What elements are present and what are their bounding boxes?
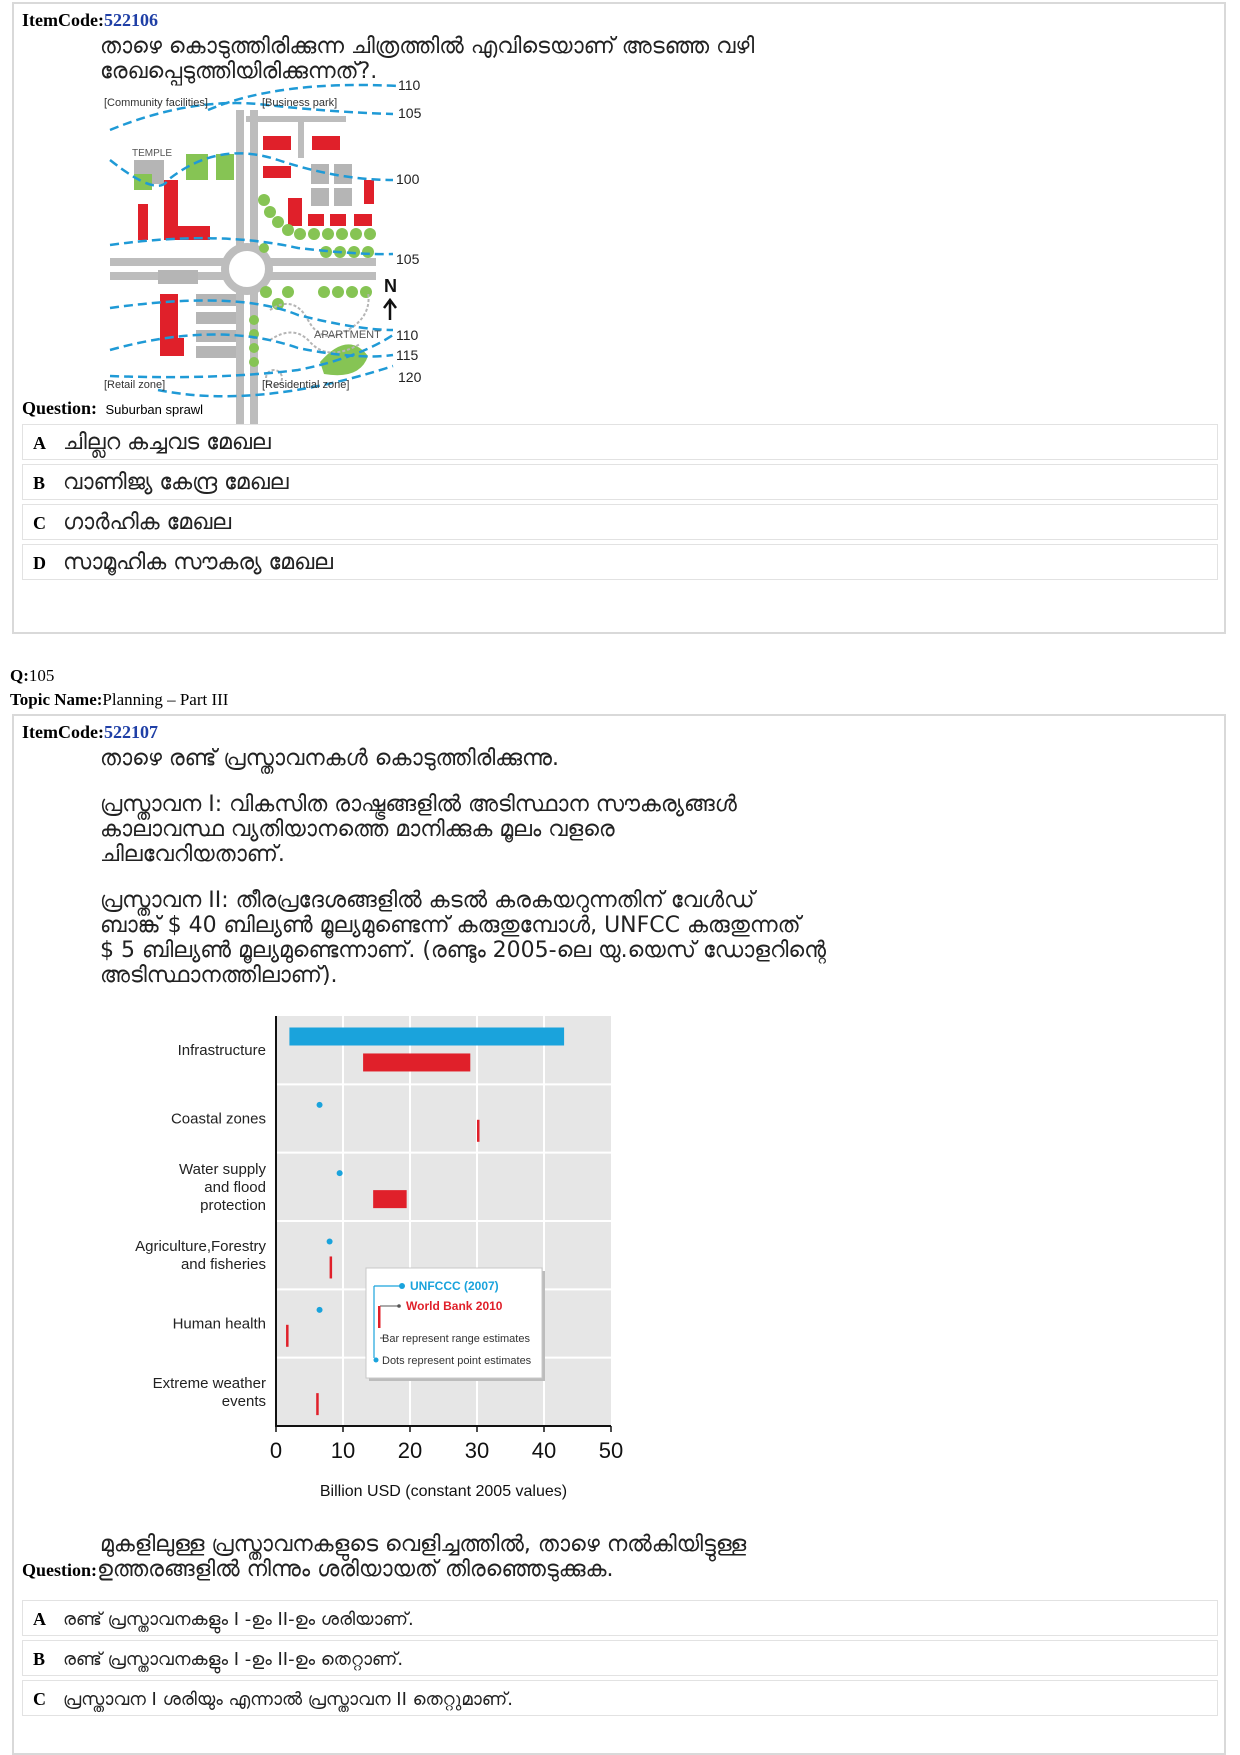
question-number [10,666,54,686]
option-letter: B [33,1649,46,1669]
statement-line: കാലാവസ്ഥ വ്യതിയാനത്തെ മാനിക്കുക മൂലം വളരെ [100,817,615,842]
x-tick-label: 50 [598,1438,624,1463]
legend-dot-worldbank [397,1304,401,1308]
question-line [22,398,203,419]
zone-label-community: [Community facilities] [104,97,208,109]
statement-intro [100,746,559,771]
option-c[interactable] [22,504,1218,540]
category-label: Infrastructure [177,1042,266,1060]
question-stem [100,34,754,84]
adaptation-cost-chart [74,1006,694,1506]
option-b[interactable] [22,1640,1218,1676]
option-text: സാമൂഹിക സൗകര്യ മേഖല [63,550,333,575]
category-label: and flood [204,1178,266,1196]
option-letter: C [33,513,46,533]
worldbank-bar [373,1190,407,1208]
option-letter: A [33,1609,46,1629]
north-label: N [384,276,397,296]
option-text: രണ്ട് പ്രസ്താവനകളും I -ഉം II-ഉം തെറ്റാണ്. [63,1649,404,1670]
category-label: and fisheries [180,1256,266,1274]
item-code [22,10,158,31]
question-label: Question: [22,398,98,418]
category-label: Water supply [179,1160,266,1178]
worldbank-bar [477,1120,480,1142]
x-tick-label: 20 [397,1438,423,1463]
contour-label: 110 [398,80,421,93]
unfccc-point [317,1307,323,1313]
contour-label: 105 [396,251,420,267]
option-b[interactable] [22,464,1218,500]
question-text: Suburban sprawl [105,402,204,417]
worldbank-bar [363,1053,470,1071]
category-label: Extreme weather [152,1374,266,1392]
x-axis-label: Billion USD (constant 2005 values) [319,1483,568,1500]
option-letter: D [33,553,46,573]
item-code-label: ItemCode: [22,10,104,30]
statement-line: ബാങ്ക് $ 40 ബില്യൺ മൂല്യമുണ്ടെന്ന് കരുതുമ്പോൾ, UNFCC കരുതുന്നത് [100,913,801,938]
x-tick-label: 30 [464,1438,490,1463]
option-text: ഗാർഹിക മേഖല [63,510,232,535]
apartment-label: APARTMENT [314,329,381,341]
post-chart-text: മുകളിലുള്ള പ്രസ്താവനകളുടെ വെളിച്ചത്തിൽ, താഴെ നൽകിയിട്ടുള്ള [100,1532,747,1557]
item-code-value: 522107 [103,722,158,742]
option-letter: B [33,473,46,493]
q-label: Q: [10,666,29,685]
question-label: Question: [22,1560,98,1580]
contour-label: 100 [396,171,420,187]
stem-line: രേഖപ്പെടുത്തിയിരിക്കുന്നത്?. [100,59,378,84]
contour-label: 105 [398,105,422,121]
legend-note-point: Dots represent point estimates [382,1355,532,1367]
worldbank-bar [316,1393,319,1415]
statement-1 [100,792,737,867]
unfccc-point [327,1239,333,1245]
suburban-sprawl-map [98,80,478,450]
stem-line: താഴെ കൊടുത്തിരിക്കുന്ന ചിത്രത്തിൽ എവിടെയാണ് അടഞ്ഞ വഴി [100,34,755,59]
question-line [22,1557,614,1582]
zone-label-residential: [Residential zone] [262,379,350,391]
legend-entry-unfccc: UNFCCC (2007) [410,1279,499,1293]
temple-label: TEMPLE [132,148,173,159]
topic-label: Topic Name: [10,690,103,709]
category-label: events [221,1392,266,1410]
worldbank-bar [330,1256,333,1278]
x-tick-label: 10 [330,1438,356,1463]
category-label: Agriculture,Forestry [135,1238,266,1256]
statement-line: $ 5 ബില്യൺ മൂല്യമുണ്ടെന്നാണ്. (രണ്ടും 2005-ലെ യു.യെസ് ഡോളറിന്റെ [100,938,826,963]
option-text: ചില്ലറ കച്ചവട മേഖല [63,430,271,455]
zone-label-business: [Business park] [262,97,338,109]
option-text: പ്രസ്താവന I ശരിയും എന്നാൽ പ്രസ്താവന II തെറ്റുമാണ്. [63,1689,513,1710]
worldbank-bar [286,1325,289,1347]
option-d[interactable] [22,544,1218,580]
question-text: ഉത്തരങ്ങളിൽ നിന്നും ശരിയായത് തിരഞ്ഞെടുക്കുക. [97,1557,614,1582]
intro-line: താഴെ രണ്ട് പ്രസ്താവനകൾ കൊടുത്തിരിക്കുന്നു. [100,746,559,771]
topic-value: Planning – Part III [102,690,229,709]
contour-label: 110 [396,327,419,343]
category-label: Human health [172,1315,266,1333]
x-tick-label: 0 [269,1438,283,1463]
option-letter: C [33,1689,46,1709]
north-arrow-icon [384,300,396,320]
contour-label: 115 [396,347,419,363]
question-card-522106 [12,2,1226,634]
item-code-label: ItemCode: [22,722,104,742]
x-tick-label: 40 [531,1438,557,1463]
unfccc-point [317,1102,323,1108]
question-card-522107 [12,714,1226,1755]
legend-swatch-range [378,1306,381,1328]
option-letter: A [33,433,46,453]
category-label: Coastal zones [170,1110,266,1128]
statement-line: ചിലവേറിയതാണ്. [100,842,285,867]
unfccc-bar [289,1028,564,1046]
zone-label-retail: [Retail zone] [104,379,166,391]
legend-dot-point [374,1358,379,1363]
statement-line: അടിസ്ഥാനത്തിലാണ്). [100,963,338,988]
option-text: വാണിജ്യ കേന്ദ്ര മേഖല [63,470,289,495]
option-text: രണ്ട് പ്രസ്താവനകളും I -ഉം II-ഉം ശരിയാണ്. [63,1609,414,1630]
topic-name [10,690,228,710]
legend-entry-worldbank: World Bank 2010 [406,1299,503,1313]
statement-line: പ്രസ്താവന I: വികസിത രാഷ്ട്രങ്ങളിൽ അടിസ്ഥാന സൗകര്യങ്ങൾ [100,792,737,817]
option-a[interactable] [22,424,1218,460]
q-number: 105 [28,666,55,685]
item-code-value: 522106 [103,10,158,30]
contour-label: 120 [398,369,422,385]
option-a[interactable] [22,1600,1218,1636]
legend-dot-unfccc [399,1283,405,1289]
item-code [22,722,158,743]
statement-2 [100,888,826,988]
unfccc-point [337,1170,343,1176]
legend-note-range: Bar represent range estimates [382,1333,530,1345]
statement-line: പ്രസ്താവന II: തീരപ്രദേശങ്ങളിൽ കടൽ കരകയറുന്നതിന് വേൾഡ് [100,888,755,913]
category-label: protection [200,1196,266,1214]
post-chart-line [100,1532,746,1557]
option-c[interactable] [22,1680,1218,1716]
roundabout [225,247,269,291]
